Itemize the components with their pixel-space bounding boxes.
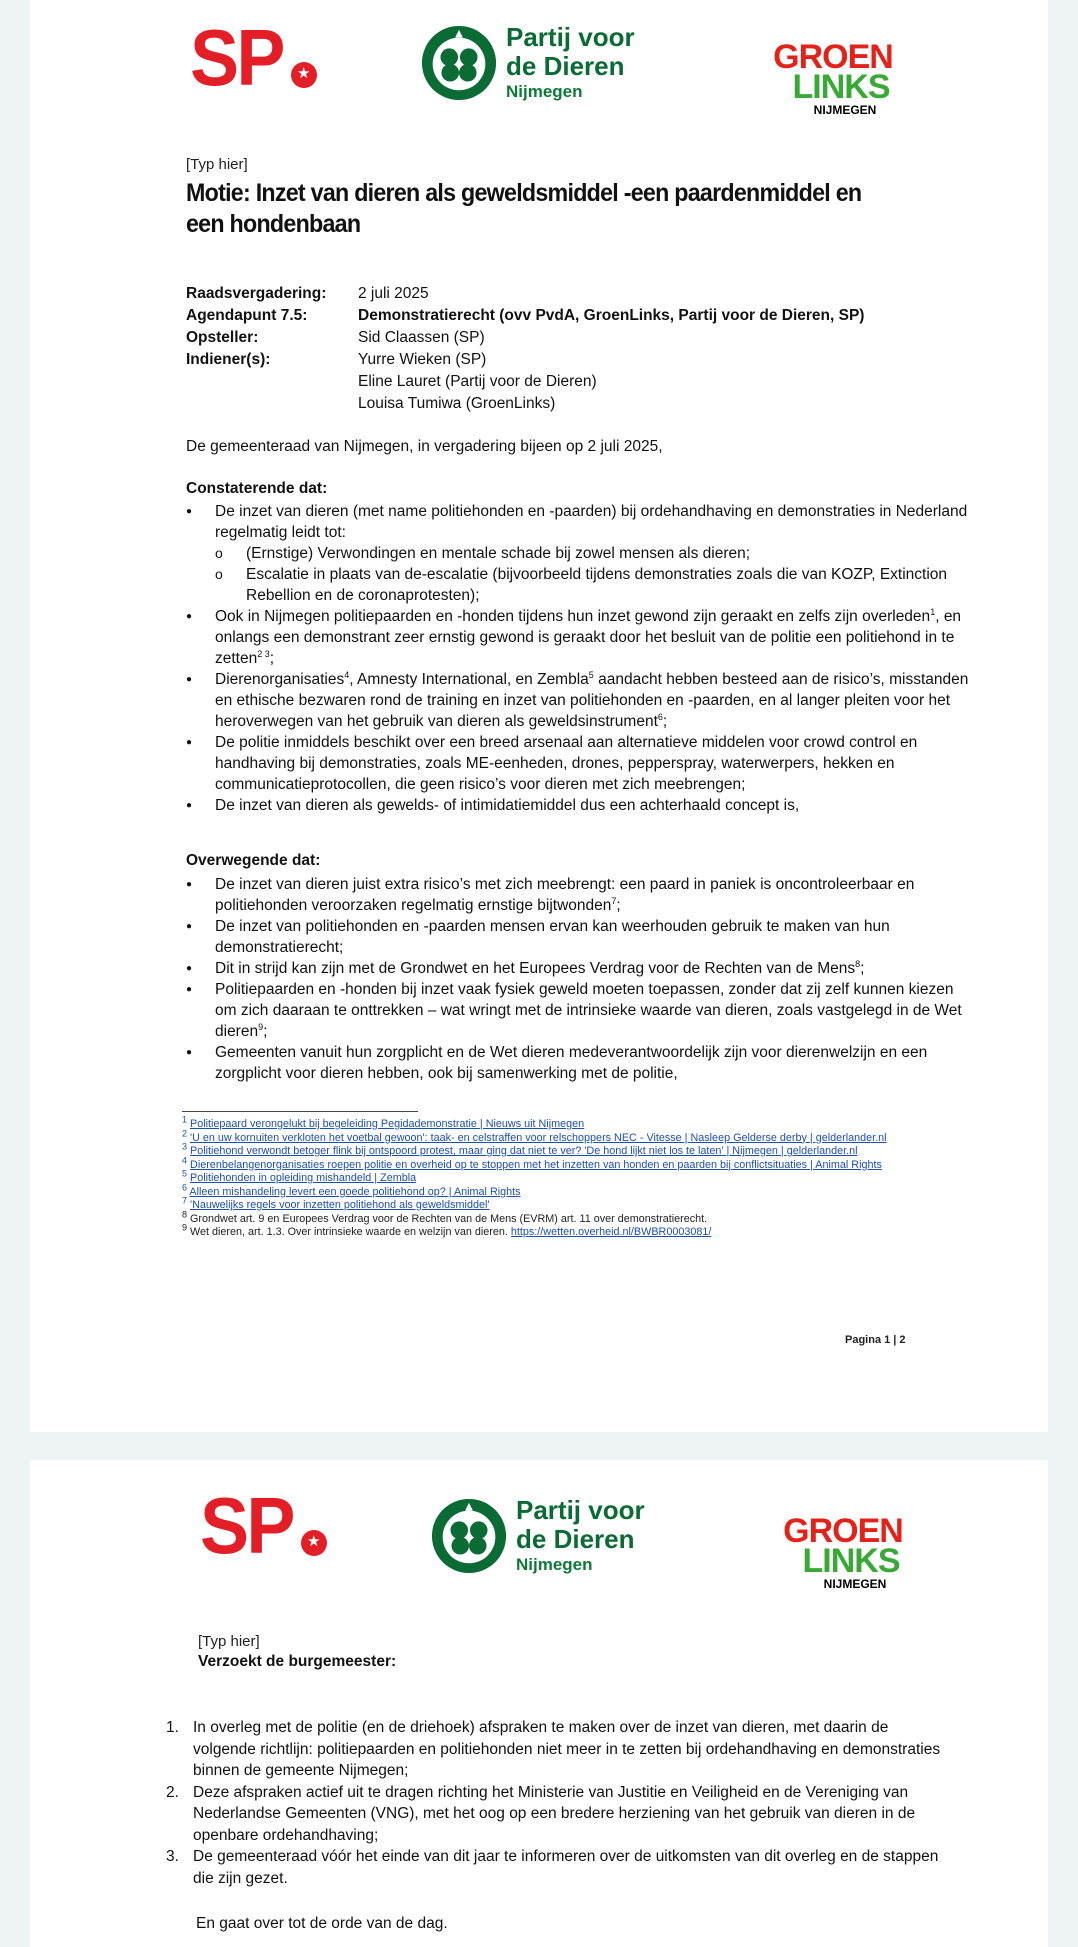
overwegende-list xyxy=(186,874,976,1084)
footnote: $^8$ Grondwet art. 9 en Europees Verdrag voor de Rechten van de Mens (EVRM) art. 11 over demonstratierecht. xyxy=(182,1208,708,1225)
intro-sentence: De gemeenteraad van Nijmegen, in vergadering bijeen op 2 juli 2025, xyxy=(186,438,663,455)
list-item: ● Gemeenten vanuit hun zorgplicht en de Wet dieren medeverantwoordelijk zijn voor dierenwelzijn en een zorgplicht voor dieren hebben, ook bij samenwerking met de politie, xyxy=(186,1042,976,1084)
constaterende-heading: Constaterende dat: xyxy=(186,480,328,497)
footnote-link[interactable]: 'Nauwelijks regels voor inzetten politiehond als geweldsmiddel' xyxy=(190,1199,490,1211)
motion-title: Motie: Inzet van dieren als geweldsmiddel -een paardenmiddel en een hondenbaan xyxy=(186,179,862,238)
footnote-link[interactable]: Politiehond verwondt betoger flink bij ontspoord protest, maar ging dat niet te ver? 'De hond lijkt niet los te laten' | Nijmegen | gelderlander.nl xyxy=(190,1145,858,1157)
sp-logo: SP ★ xyxy=(200,1490,327,1562)
list-item: ● Dit in strijd kan zijn met de Grondwet en het Europees Verdrag voor de Rechten van de Mens$^8$; xyxy=(186,958,976,979)
list-item: 3. De gemeenteraad vóór het einde van dit jaar te informeren over de uitkomsten van dit overleg en de stappen die zijn gezet. xyxy=(166,1848,939,1887)
document-page-1 xyxy=(30,0,1048,1432)
overwegende-heading: Overwegende dat: xyxy=(186,852,321,869)
meeting-details: Raadsvergadering: 2 juli 2025 Agendapunt 7.5: Demonstratierecht (ovv PvdA, GroenLinks, Partij voor de Dieren, SP) Opsteller: Sid Claassen (SP) Indiener(s): Yurre Wieken (SP) Eline Lauret (Partij voor de Dieren) Louisa Tumiwa (GroenLinks) xyxy=(186,283,864,415)
footnote-link[interactable]: Alleen mishandeling levert een goede politiehond op? | Animal Rights xyxy=(189,1185,521,1198)
clover-icon xyxy=(420,24,498,102)
pvdd-logo: Partij voor de Dieren Nijmegen xyxy=(420,23,635,103)
list-item: ● De inzet van dieren juist extra risico’s met zich meebrengt: een paard in paniek is oncontroleerbaar en politiehonden veroorzaken regelmatig ernstige bijtwonden$^7$; xyxy=(186,874,976,916)
footnote: $^2$ 'U en uw kornuiten verkloten het voetbal gewoon': taak- en celstraffen voor relschoppers NEC - Vitesse | Nasleep Gelderse derby | gelderlander.nl xyxy=(182,1127,887,1144)
list-item: ● Dierenorganisaties$^4$, Amnesty International, en Zembla$^5$ aandacht hebben besteed aan de risico’s, misstanden en ethische bezwaren rond de training en inzet van politiehonden en -paarden, en al langer pleiten voor het heroverwegen van het gebruik van dieren als geweldsinstrument$^6$; xyxy=(186,669,976,732)
list-item: 2. Deze afspraken actief uit te dragen richting het Ministerie van Justitie en Veiligheid en de Vereniging van Nederlandse Gemeenten (VNG), met het oog op een bredere herziening van het gebruik van dieren in de openbare ordehandhaving; xyxy=(166,1783,916,1844)
list-item: ● Politiepaarden en -honden bij inzet vaak fysiek geweld moeten toepassen, zonder dat zij zelf kunnen kiezen om zich daaraan te onttrekken – wat wringt met de intrinsieke waarde van dieren, zoals vastgelegd in de Wet dieren$^9$; xyxy=(186,979,976,1042)
footnote: $^1$ Politiepaard verongelukt bij begeleiding Pegidademonstratie | Nieuws uit Nijmegen xyxy=(182,1114,585,1130)
footnote: $^7$ 'Nauwelijks regels voor inzetten politiehond als geweldsmiddel' xyxy=(182,1195,490,1211)
footnotes xyxy=(182,1114,972,1240)
footnote: $^6$ Alleen mishandeling levert een goede politiehond op? | Animal Rights xyxy=(182,1181,521,1198)
submitter: Yurre Wieken (SP) xyxy=(358,351,487,368)
typ-hier-placeholder: [Typ hier] xyxy=(198,1633,260,1650)
sub-list-item: o (Ernstige) Verwondingen en mentale schade bij zowel mensen als dieren; xyxy=(215,543,976,564)
list-item: ● De inzet van dieren (met name politiehonden en -paarden) bij ordehandhaving en demonstraties in Nederland regelmatig leidt tot: o (Ernstige) Verwondingen en mentale schade bij zowel mensen als dieren; o Escalatie in plaats van de-escalatie (bijvoorbeeld tijdens demonstraties zoals die van KOZP, Extinction Rebellion en de coronaprotesten); xyxy=(186,501,976,606)
groenlinks-logo: GROEN LINKS NIJMEGEN xyxy=(773,38,893,117)
tomato-icon: ★ xyxy=(291,62,317,88)
submitter: Louisa Tumiwa (GroenLinks) xyxy=(358,395,556,412)
typ-hier-placeholder: [Typ hier] xyxy=(186,156,248,173)
footnote: $^3$ Politiehond verwondt betoger flink bij ontspoord protest, maar ging dat niet te ver? 'De hond lijkt niet los te laten' | Nijmegen | gelderlander.nl xyxy=(182,1141,858,1157)
page-number: Pagina 1 | 2 xyxy=(845,1334,906,1346)
submitter: Eline Lauret (Partij voor de Dieren) xyxy=(358,373,597,390)
footnote: $^5$ Politiehonden in opleiding mishandeld | Zembla xyxy=(182,1168,417,1184)
list-item: ● De inzet van politiehonden en -paarden mensen ervan kan weerhouden gebruik te maken van hun demonstratierecht; xyxy=(186,916,976,958)
footnote-link[interactable]: https://wetten.overheid.nl/BWBR0003081/ xyxy=(510,1226,712,1238)
footnote-link[interactable]: Politiehonden in opleiding mishandeld | Zembla xyxy=(190,1172,417,1184)
footnote-link[interactable]: Politiepaard verongelukt bij begeleiding Pegidademonstratie | Nieuws uit Nijmegen xyxy=(190,1118,585,1130)
list-item: ● Ook in Nijmegen politiepaarden en -honden tijdens hun inzet gewond zijn geraakt en zelfs zijn overleden$^1$, en onlangs een demonstrant zeer ernstig gewond is geraakt door het besluit van de politie een politiehond in te zetten$^{2 3}$; xyxy=(186,606,976,669)
groenlinks-logo: GROEN LINKS NIJMEGEN xyxy=(783,1512,903,1591)
footnote: $^4$ Dierenbelangenorganisaties roepen politie en overheid op te stoppen met het inzetten van honden en paarden bij conflictsituaties | Animal Rights xyxy=(182,1154,882,1171)
constaterende-list xyxy=(186,501,976,816)
closing-sentence: En gaat over tot de orde van de dag. xyxy=(196,1915,448,1932)
pvdd-logo: Partij voor de Dieren Nijmegen xyxy=(430,1496,645,1576)
footnote: $^9$ Wet dieren, art. 1.3. Over intrinsieke waarde en welzijn van dieren. https://wetten.overheid.nl/BWBR0003081/ xyxy=(182,1222,712,1238)
sp-logo: SP ★ xyxy=(190,22,317,94)
footnote-divider xyxy=(182,1111,418,1112)
request-list xyxy=(166,1717,946,1889)
footnote-link[interactable]: Dierenbelangenorganisaties roepen politie en overheid op te stoppen met het inzetten van honden en paarden bij conflictsituaties | Animal Rights xyxy=(190,1158,882,1171)
clover-icon xyxy=(430,1497,508,1575)
list-item: ● De politie inmiddels beschikt over een breed arsenaal aan alternatieve middelen voor crowd control en handhaving bij demonstraties, zoals ME-eenheden, drones, pepperspray, waterwerpers, hekken en communicatieprotocollen, die geen risico’s voor dieren met zich meebrengen; xyxy=(186,732,976,795)
footnote-link[interactable]: 'U en uw kornuiten verkloten het voetbal gewoon': taak- en celstraffen voor relschoppers NEC - Vitesse | Nasleep Gelderse derby | gelderlander.nl xyxy=(190,1131,887,1144)
list-item: 1. In overleg met de politie (en de driehoek) afspraken te maken over de inzet van dieren, met daarin de volgende richtlijn: politiepaarden en politiehonden niet meer in te zetten bij ordehandhaving en demonstraties binnen de gemeente Nijmegen; xyxy=(166,1719,941,1779)
list-item: ● De inzet van dieren als gewelds- of intimidatiemiddel dus een achterhaald concept is, xyxy=(186,795,976,816)
sub-list-item: o Escalatie in plaats van de-escalatie (bijvoorbeeld tijdens demonstraties zoals die van KOZP, Extinction Rebellion en de coronaprotesten); xyxy=(215,564,976,606)
verzoekt-heading: Verzoekt de burgemeester: xyxy=(198,1653,397,1670)
tomato-icon: ★ xyxy=(301,1530,327,1556)
